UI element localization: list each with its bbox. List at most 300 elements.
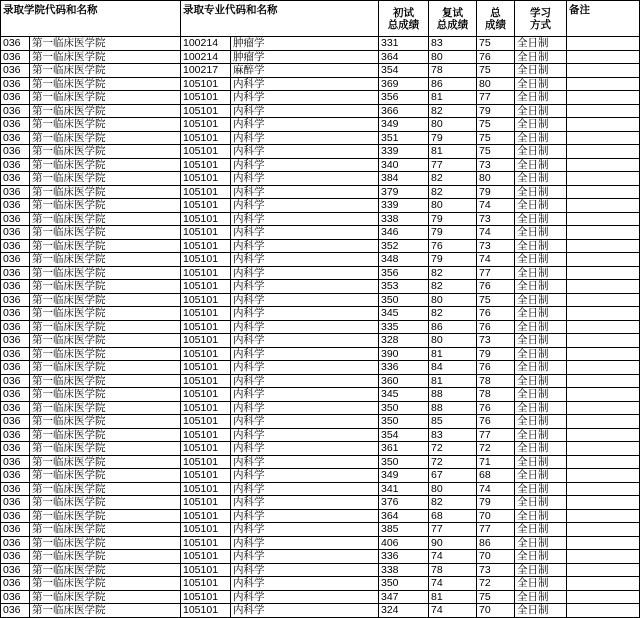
study-mode-cell: 全日制 (515, 469, 567, 483)
table-row (1, 590, 640, 604)
total-score-cell: 79 (477, 185, 515, 199)
notes-cell (567, 226, 640, 240)
major-code-cell: 105101 (181, 280, 231, 294)
initial-score-cell: 336 (379, 361, 429, 375)
study-mode-cell: 全日制 (515, 226, 567, 240)
initial-score-cell: 350 (379, 577, 429, 591)
major-code-cell: 105101 (181, 199, 231, 213)
notes-cell (567, 455, 640, 469)
college-code-cell: 036 (1, 590, 30, 604)
retest-score-cell: 82 (429, 104, 477, 118)
retest-score-cell: 79 (429, 253, 477, 267)
college-name-cell: 第一临床医学院 (30, 347, 181, 361)
college-name-cell: 第一临床医学院 (30, 442, 181, 456)
college-name-cell: 第一临床医学院 (30, 469, 181, 483)
total-score-cell: 74 (477, 226, 515, 240)
total-score-cell: 74 (477, 253, 515, 267)
notes-cell (567, 104, 640, 118)
college-name-cell: 第一临床医学院 (30, 509, 181, 523)
header-mode-line2: 方式 (530, 18, 551, 31)
header-total-score (477, 1, 515, 37)
college-name-cell: 第一临床医学院 (30, 482, 181, 496)
college-code-cell: 036 (1, 158, 30, 172)
major-code-cell: 100214 (181, 50, 231, 64)
college-name-cell: 第一临床医学院 (30, 212, 181, 226)
major-name-cell: 肿瘤学 (231, 37, 379, 51)
study-mode-cell: 全日制 (515, 550, 567, 564)
retest-score-cell: 81 (429, 145, 477, 159)
table-row (1, 104, 640, 118)
major-code-cell: 100217 (181, 64, 231, 78)
college-name-cell: 第一临床医学院 (30, 388, 181, 402)
initial-score-cell: 324 (379, 604, 429, 618)
college-name-cell: 第一临床医学院 (30, 104, 181, 118)
initial-score-cell: 369 (379, 77, 429, 91)
initial-score-cell: 356 (379, 91, 429, 105)
table-row (1, 388, 640, 402)
major-code-cell: 105101 (181, 550, 231, 564)
major-code-cell: 105101 (181, 374, 231, 388)
major-name-cell: 内科学 (231, 496, 379, 510)
college-code-cell: 036 (1, 496, 30, 510)
study-mode-cell: 全日制 (515, 293, 567, 307)
initial-score-cell: 349 (379, 469, 429, 483)
college-name-cell: 第一临床医学院 (30, 50, 181, 64)
college-code-cell: 036 (1, 293, 30, 307)
college-code-cell: 036 (1, 104, 30, 118)
table-row (1, 131, 640, 145)
total-score-cell: 74 (477, 199, 515, 213)
initial-score-cell: 390 (379, 347, 429, 361)
notes-cell (567, 172, 640, 186)
major-name-cell: 内科学 (231, 131, 379, 145)
retest-score-cell: 80 (429, 118, 477, 132)
initial-score-cell: 336 (379, 550, 429, 564)
table-row (1, 536, 640, 550)
table-row (1, 334, 640, 348)
table-row (1, 482, 640, 496)
initial-score-cell: 361 (379, 442, 429, 456)
table-row (1, 37, 640, 51)
total-score-cell: 75 (477, 293, 515, 307)
notes-cell (567, 590, 640, 604)
notes-cell (567, 415, 640, 429)
major-code-cell: 105101 (181, 469, 231, 483)
total-score-cell: 70 (477, 509, 515, 523)
major-name-cell: 肿瘤学 (231, 50, 379, 64)
table-row (1, 347, 640, 361)
retest-score-cell: 79 (429, 131, 477, 145)
college-code-cell: 036 (1, 145, 30, 159)
notes-cell (567, 361, 640, 375)
notes-cell (567, 50, 640, 64)
initial-score-cell: 349 (379, 118, 429, 132)
table-row (1, 158, 640, 172)
initial-score-cell: 406 (379, 536, 429, 550)
college-code-cell: 036 (1, 563, 30, 577)
major-name-cell: 内科学 (231, 91, 379, 105)
major-code-cell: 105101 (181, 334, 231, 348)
notes-cell (567, 401, 640, 415)
initial-score-cell: 356 (379, 266, 429, 280)
study-mode-cell: 全日制 (515, 347, 567, 361)
retest-score-cell: 81 (429, 590, 477, 604)
table-row (1, 293, 640, 307)
major-name-cell: 内科学 (231, 415, 379, 429)
college-name-cell: 第一临床医学院 (30, 577, 181, 591)
total-score-cell: 73 (477, 334, 515, 348)
notes-cell (567, 347, 640, 361)
header-retest-line2: 总成绩 (436, 18, 469, 31)
initial-score-cell: 385 (379, 523, 429, 537)
college-code-cell: 036 (1, 361, 30, 375)
notes-cell (567, 64, 640, 78)
major-name-cell: 内科学 (231, 104, 379, 118)
study-mode-cell: 全日制 (515, 104, 567, 118)
retest-score-cell: 80 (429, 199, 477, 213)
major-name-cell: 内科学 (231, 118, 379, 132)
initial-score-cell: 350 (379, 455, 429, 469)
college-code-cell: 036 (1, 118, 30, 132)
total-score-cell: 73 (477, 158, 515, 172)
study-mode-cell: 全日制 (515, 158, 567, 172)
total-score-cell: 76 (477, 307, 515, 321)
major-code-cell: 105101 (181, 536, 231, 550)
retest-score-cell: 82 (429, 307, 477, 321)
college-name-cell: 第一临床医学院 (30, 428, 181, 442)
study-mode-cell: 全日制 (515, 482, 567, 496)
study-mode-cell: 全日制 (515, 563, 567, 577)
initial-score-cell: 345 (379, 307, 429, 321)
college-name-cell: 第一临床医学院 (30, 334, 181, 348)
college-code-cell: 036 (1, 185, 30, 199)
initial-score-cell: 360 (379, 374, 429, 388)
college-code-cell: 036 (1, 266, 30, 280)
major-name-cell: 内科学 (231, 482, 379, 496)
table-row (1, 428, 640, 442)
table-row (1, 577, 640, 591)
initial-score-cell: 354 (379, 64, 429, 78)
retest-score-cell: 79 (429, 226, 477, 240)
total-score-cell: 86 (477, 536, 515, 550)
notes-cell (567, 185, 640, 199)
table-body (1, 37, 640, 618)
study-mode-cell: 全日制 (515, 361, 567, 375)
major-code-cell: 105101 (181, 428, 231, 442)
study-mode-cell: 全日制 (515, 307, 567, 321)
total-score-cell: 72 (477, 577, 515, 591)
header-initial-line2: 总成绩 (387, 18, 420, 31)
initial-score-cell: 379 (379, 185, 429, 199)
college-name-cell: 第一临床医学院 (30, 401, 181, 415)
major-code-cell: 105101 (181, 482, 231, 496)
major-code-cell: 105101 (181, 293, 231, 307)
major-code-cell: 105101 (181, 172, 231, 186)
total-score-cell: 72 (477, 442, 515, 456)
study-mode-cell: 全日制 (515, 509, 567, 523)
major-name-cell: 内科学 (231, 374, 379, 388)
notes-cell (567, 482, 640, 496)
study-mode-cell: 全日制 (515, 212, 567, 226)
college-name-cell: 第一临床医学院 (30, 496, 181, 510)
total-score-cell: 76 (477, 415, 515, 429)
table-row (1, 145, 640, 159)
college-code-cell: 036 (1, 428, 30, 442)
study-mode-cell: 全日制 (515, 536, 567, 550)
retest-score-cell: 72 (429, 455, 477, 469)
major-name-cell: 内科学 (231, 293, 379, 307)
study-mode-cell: 全日制 (515, 590, 567, 604)
table-row (1, 91, 640, 105)
study-mode-cell: 全日制 (515, 334, 567, 348)
notes-cell (567, 496, 640, 510)
study-mode-cell: 全日制 (515, 64, 567, 78)
college-code-cell: 036 (1, 536, 30, 550)
college-code-cell: 036 (1, 239, 30, 253)
major-code-cell: 105101 (181, 307, 231, 321)
major-name-cell: 内科学 (231, 145, 379, 159)
college-code-cell: 036 (1, 442, 30, 456)
initial-score-cell: 339 (379, 199, 429, 213)
retest-score-cell: 82 (429, 172, 477, 186)
notes-cell (567, 604, 640, 618)
retest-score-cell: 88 (429, 388, 477, 402)
notes-cell (567, 145, 640, 159)
college-code-cell: 036 (1, 604, 30, 618)
study-mode-cell: 全日制 (515, 239, 567, 253)
total-score-cell: 80 (477, 77, 515, 91)
total-score-cell: 79 (477, 496, 515, 510)
college-name-cell: 第一临床医学院 (30, 455, 181, 469)
major-code-cell: 105101 (181, 347, 231, 361)
table-row (1, 266, 640, 280)
total-score-cell: 68 (477, 469, 515, 483)
total-score-cell: 76 (477, 320, 515, 334)
retest-score-cell: 85 (429, 415, 477, 429)
total-score-cell: 77 (477, 91, 515, 105)
notes-cell (567, 158, 640, 172)
major-name-cell: 内科学 (231, 199, 379, 213)
notes-cell (567, 577, 640, 591)
college-code-cell: 036 (1, 77, 30, 91)
initial-score-cell: 384 (379, 172, 429, 186)
retest-score-cell: 74 (429, 604, 477, 618)
major-code-cell: 105101 (181, 158, 231, 172)
college-name-cell: 第一临床医学院 (30, 590, 181, 604)
retest-score-cell: 76 (429, 239, 477, 253)
major-code-cell: 105101 (181, 509, 231, 523)
table-row (1, 185, 640, 199)
header-initial-line1: 初试 (393, 6, 414, 19)
notes-cell (567, 37, 640, 51)
table-row (1, 361, 640, 375)
major-code-cell: 105101 (181, 401, 231, 415)
major-code-cell: 105101 (181, 523, 231, 537)
college-name-cell: 第一临床医学院 (30, 118, 181, 132)
initial-score-cell: 350 (379, 401, 429, 415)
major-name-cell: 内科学 (231, 361, 379, 375)
college-name-cell: 第一临床医学院 (30, 239, 181, 253)
major-name-cell: 内科学 (231, 185, 379, 199)
total-score-cell: 75 (477, 118, 515, 132)
total-score-cell: 76 (477, 361, 515, 375)
notes-cell (567, 509, 640, 523)
table-row (1, 239, 640, 253)
college-code-cell: 036 (1, 455, 30, 469)
header-notes: 备注 (567, 1, 640, 37)
study-mode-cell: 全日制 (515, 199, 567, 213)
total-score-cell: 76 (477, 280, 515, 294)
retest-score-cell: 74 (429, 550, 477, 564)
total-score-cell: 76 (477, 401, 515, 415)
table-row (1, 509, 640, 523)
notes-cell (567, 334, 640, 348)
major-code-cell: 105101 (181, 253, 231, 267)
initial-score-cell: 350 (379, 293, 429, 307)
study-mode-cell: 全日制 (515, 145, 567, 159)
retest-score-cell: 90 (429, 536, 477, 550)
study-mode-cell: 全日制 (515, 172, 567, 186)
notes-cell (567, 131, 640, 145)
table-row (1, 50, 640, 64)
retest-score-cell: 74 (429, 577, 477, 591)
college-code-cell: 036 (1, 374, 30, 388)
major-code-cell: 105101 (181, 91, 231, 105)
table-row (1, 563, 640, 577)
table-row (1, 496, 640, 510)
major-name-cell: 内科学 (231, 428, 379, 442)
major-code-cell: 105101 (181, 266, 231, 280)
college-name-cell: 第一临床医学院 (30, 604, 181, 618)
table-row (1, 401, 640, 415)
retest-score-cell: 77 (429, 158, 477, 172)
major-name-cell: 内科学 (231, 604, 379, 618)
college-code-cell: 036 (1, 172, 30, 186)
college-code-cell: 036 (1, 253, 30, 267)
retest-score-cell: 80 (429, 482, 477, 496)
table-row (1, 415, 640, 429)
major-name-cell: 内科学 (231, 509, 379, 523)
notes-cell (567, 428, 640, 442)
initial-score-cell: 366 (379, 104, 429, 118)
table-row (1, 320, 640, 334)
initial-score-cell: 331 (379, 37, 429, 51)
study-mode-cell: 全日制 (515, 50, 567, 64)
notes-cell (567, 374, 640, 388)
college-code-cell: 036 (1, 334, 30, 348)
table-row (1, 199, 640, 213)
college-code-cell: 036 (1, 91, 30, 105)
major-name-cell: 内科学 (231, 401, 379, 415)
college-name-cell: 第一临床医学院 (30, 253, 181, 267)
initial-score-cell: 335 (379, 320, 429, 334)
retest-score-cell: 88 (429, 401, 477, 415)
college-code-cell: 036 (1, 320, 30, 334)
major-code-cell: 105101 (181, 239, 231, 253)
table-row (1, 212, 640, 226)
table-row (1, 172, 640, 186)
header-total-line1: 总 (490, 6, 501, 19)
total-score-cell: 80 (477, 172, 515, 186)
initial-score-cell: 352 (379, 239, 429, 253)
total-score-cell: 75 (477, 590, 515, 604)
major-name-cell: 内科学 (231, 158, 379, 172)
major-name-cell: 麻醉学 (231, 64, 379, 78)
table-row (1, 550, 640, 564)
study-mode-cell: 全日制 (515, 320, 567, 334)
total-score-cell: 70 (477, 550, 515, 564)
total-score-cell: 71 (477, 455, 515, 469)
major-name-cell: 内科学 (231, 77, 379, 91)
table-row (1, 455, 640, 469)
total-score-cell: 77 (477, 266, 515, 280)
total-score-cell: 78 (477, 374, 515, 388)
major-name-cell: 内科学 (231, 253, 379, 267)
initial-score-cell: 341 (379, 482, 429, 496)
study-mode-cell: 全日制 (515, 455, 567, 469)
total-score-cell: 76 (477, 50, 515, 64)
total-score-cell: 70 (477, 604, 515, 618)
initial-score-cell: 364 (379, 50, 429, 64)
retest-score-cell: 80 (429, 334, 477, 348)
major-name-cell: 内科学 (231, 280, 379, 294)
major-code-cell: 105101 (181, 590, 231, 604)
retest-score-cell: 78 (429, 64, 477, 78)
total-score-cell: 75 (477, 131, 515, 145)
college-name-cell: 第一临床医学院 (30, 77, 181, 91)
notes-cell (567, 388, 640, 402)
total-score-cell: 77 (477, 428, 515, 442)
notes-cell (567, 239, 640, 253)
major-code-cell: 105101 (181, 577, 231, 591)
college-name-cell: 第一临床医学院 (30, 307, 181, 321)
college-code-cell: 036 (1, 509, 30, 523)
initial-score-cell: 338 (379, 212, 429, 226)
major-code-cell: 105101 (181, 185, 231, 199)
retest-score-cell: 79 (429, 212, 477, 226)
study-mode-cell: 全日制 (515, 604, 567, 618)
major-name-cell: 内科学 (231, 469, 379, 483)
college-code-cell: 036 (1, 523, 30, 537)
study-mode-cell: 全日制 (515, 442, 567, 456)
college-name-cell: 第一临床医学院 (30, 131, 181, 145)
total-score-cell: 75 (477, 145, 515, 159)
major-name-cell: 内科学 (231, 523, 379, 537)
initial-score-cell: 347 (379, 590, 429, 604)
initial-score-cell: 339 (379, 145, 429, 159)
college-name-cell: 第一临床医学院 (30, 37, 181, 51)
retest-score-cell: 81 (429, 374, 477, 388)
notes-cell (567, 91, 640, 105)
college-name-cell: 第一临床医学院 (30, 64, 181, 78)
college-code-cell: 036 (1, 415, 30, 429)
college-name-cell: 第一临床医学院 (30, 172, 181, 186)
major-name-cell: 内科学 (231, 226, 379, 240)
study-mode-cell: 全日制 (515, 523, 567, 537)
notes-cell (567, 293, 640, 307)
retest-score-cell: 81 (429, 91, 477, 105)
study-mode-cell: 全日制 (515, 266, 567, 280)
total-score-cell: 77 (477, 523, 515, 537)
initial-score-cell: 338 (379, 563, 429, 577)
major-code-cell: 105101 (181, 212, 231, 226)
major-code-cell: 105101 (181, 320, 231, 334)
header-row (1, 1, 640, 37)
college-code-cell: 036 (1, 131, 30, 145)
major-name-cell: 内科学 (231, 577, 379, 591)
college-name-cell: 第一临床医学院 (30, 361, 181, 375)
retest-score-cell: 82 (429, 280, 477, 294)
